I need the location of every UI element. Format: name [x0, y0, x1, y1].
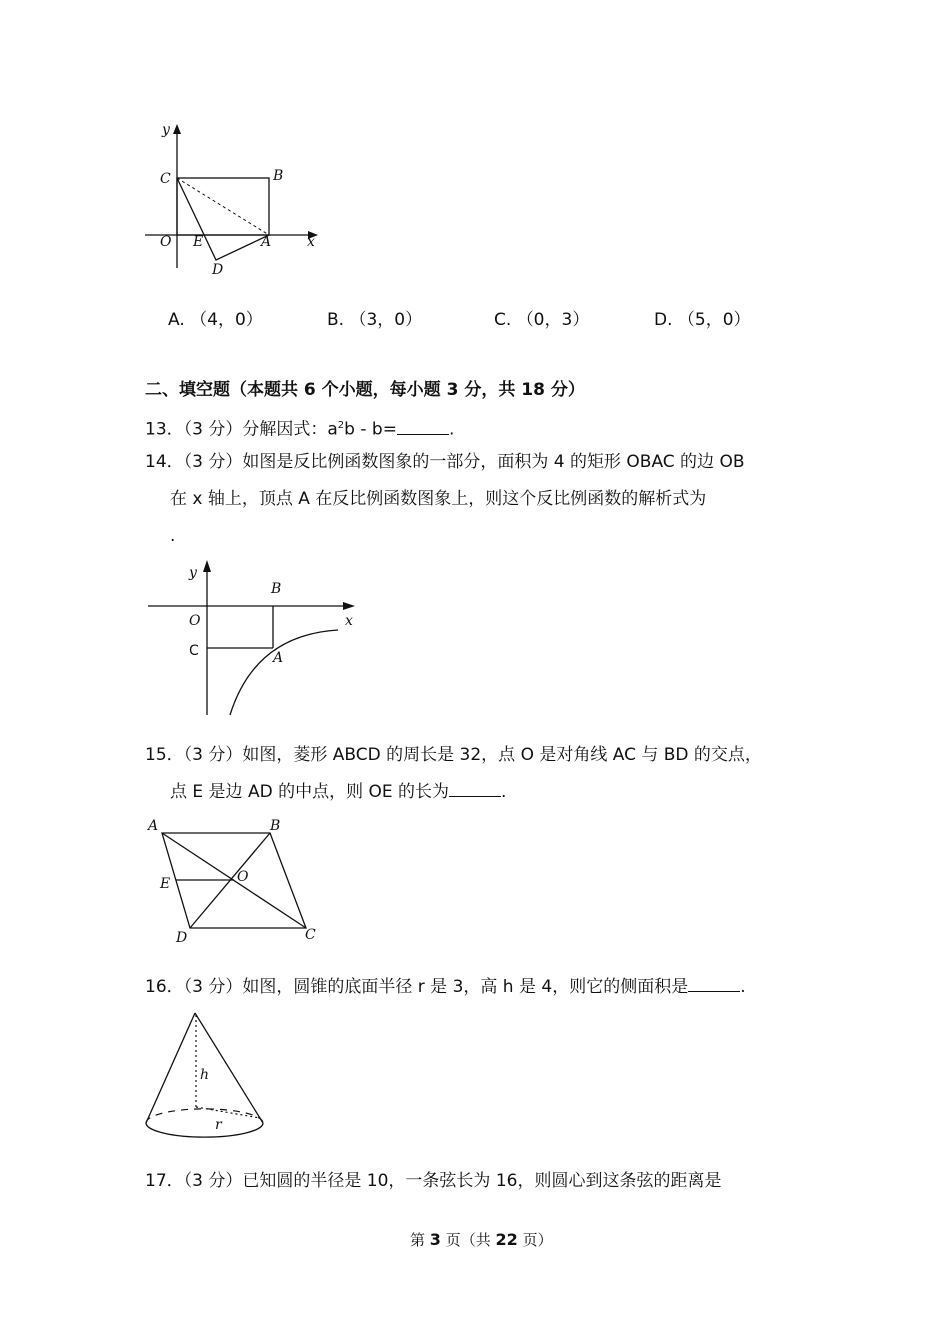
q16: [145, 975, 746, 999]
footer-total-pages: 22: [495, 1230, 518, 1249]
q12-label-x: x: [307, 234, 315, 250]
q16-text: 如图，圆锥的底面半径 r 是 3，高 h 是 4，则它的侧面积是: [242, 977, 689, 997]
footer-page-number: 3: [429, 1230, 441, 1249]
q17: [145, 1169, 721, 1193]
q15-label-a: A: [148, 818, 159, 834]
q15-label-d: D: [176, 930, 188, 946]
q12-option-d-label: D.: [654, 310, 673, 330]
q14-line3: .: [170, 526, 176, 546]
q12-option-a: [168, 308, 263, 332]
footer-middle: 页（共: [445, 1231, 491, 1249]
q12-option-c: [494, 308, 589, 332]
q12-option-d: [654, 308, 751, 332]
q13-answer-blank: [397, 418, 449, 435]
q12-option-c-value: （0，3）: [516, 310, 590, 330]
section-heading: 二、填空题（本题共 6 个小题，每小题 3 分，共 18 分）: [145, 380, 585, 400]
q14-label-y: y: [189, 565, 197, 581]
q12-option-a-label: A.: [168, 310, 185, 330]
q15-end: .: [501, 782, 507, 802]
q17-text: 已知圆的半径是 10，一条弦长为 16，则圆心到这条弦的距离是: [242, 1171, 722, 1191]
q13-end: .: [448, 419, 455, 440]
footer-prefix: 第: [410, 1231, 426, 1249]
q12-label-o: O: [160, 234, 172, 250]
q17-number: 17．: [145, 1171, 184, 1191]
q12-label-d: D: [212, 262, 224, 278]
q15-label-o: O: [237, 869, 249, 885]
q17-score: （3 分）: [183, 1171, 243, 1191]
q15-answer-blank: [449, 780, 501, 797]
q13: [145, 414, 454, 442]
q15-text-2: 点 E 是边 AD 的中点，则 OE 的长为: [170, 782, 450, 802]
q16-label-h: h: [200, 1067, 210, 1083]
q16-score: （3 分）: [183, 977, 243, 997]
q12-option-b-value: （3，0）: [349, 310, 423, 330]
q13-number: 13．: [145, 419, 184, 440]
q15-line2: [170, 780, 506, 804]
q12-label-y: y: [162, 122, 170, 138]
q14-label-x: x: [345, 613, 353, 629]
q13-superscript: 2: [337, 420, 345, 431]
footer-suffix: 页）: [522, 1231, 553, 1249]
q14-line1: [145, 450, 745, 474]
q14-label-c: C: [189, 643, 199, 659]
q12-option-d-value: （5，0）: [677, 310, 751, 330]
q14-label-o: O: [189, 613, 201, 629]
q14-label-a: A: [273, 650, 284, 666]
q14-label-b: B: [271, 581, 282, 597]
q16-answer-blank: [688, 975, 740, 992]
q13-text-after: b - b=: [344, 419, 397, 440]
q12-label-e: E: [193, 234, 204, 250]
q12-label-a: A: [261, 234, 272, 250]
q15-text-1: 如图，菱形 ABCD 的周长是 32，点 O 是对角线 AC 与 BD 的交点，: [242, 745, 762, 765]
q12-option-b: [327, 308, 422, 332]
q14-text-1: 如图是反比例函数图象的一部分，面积为 4 的矩形 OBAC 的边 OB: [242, 452, 745, 472]
q12-option-c-label: C.: [494, 310, 512, 330]
q14-score: （3 分）: [183, 452, 243, 472]
q15-score: （3 分）: [183, 745, 243, 765]
q16-end: .: [740, 977, 746, 997]
q16-label-r: r: [215, 1117, 222, 1133]
q16-number: 16．: [145, 977, 184, 997]
q13-score: （3 分）: [183, 419, 243, 440]
q15-number: 15．: [145, 745, 184, 765]
page-footer: [410, 1229, 553, 1250]
q12-label-c: C: [160, 171, 171, 187]
q15-figure: [140, 812, 330, 947]
q14-line2: 在 x 轴上，顶点 A 在反比例函数图象上，则这个反比例函数的解析式为: [170, 489, 707, 509]
q14-figure: [145, 555, 370, 720]
q12-option-a-value: （4，0）: [190, 310, 263, 330]
q12-option-b-label: B.: [327, 310, 345, 330]
q12-label-b: B: [273, 168, 284, 184]
q14-number: 14．: [145, 452, 184, 472]
q15-label-c: C: [305, 927, 316, 943]
q15-line1: [145, 743, 762, 767]
q16-figure: [138, 1005, 273, 1145]
q12-figure: [140, 118, 330, 278]
q15-label-e: E: [160, 876, 171, 892]
q15-label-b: B: [270, 818, 281, 834]
q13-text-before: 分解因式：a: [242, 419, 338, 440]
